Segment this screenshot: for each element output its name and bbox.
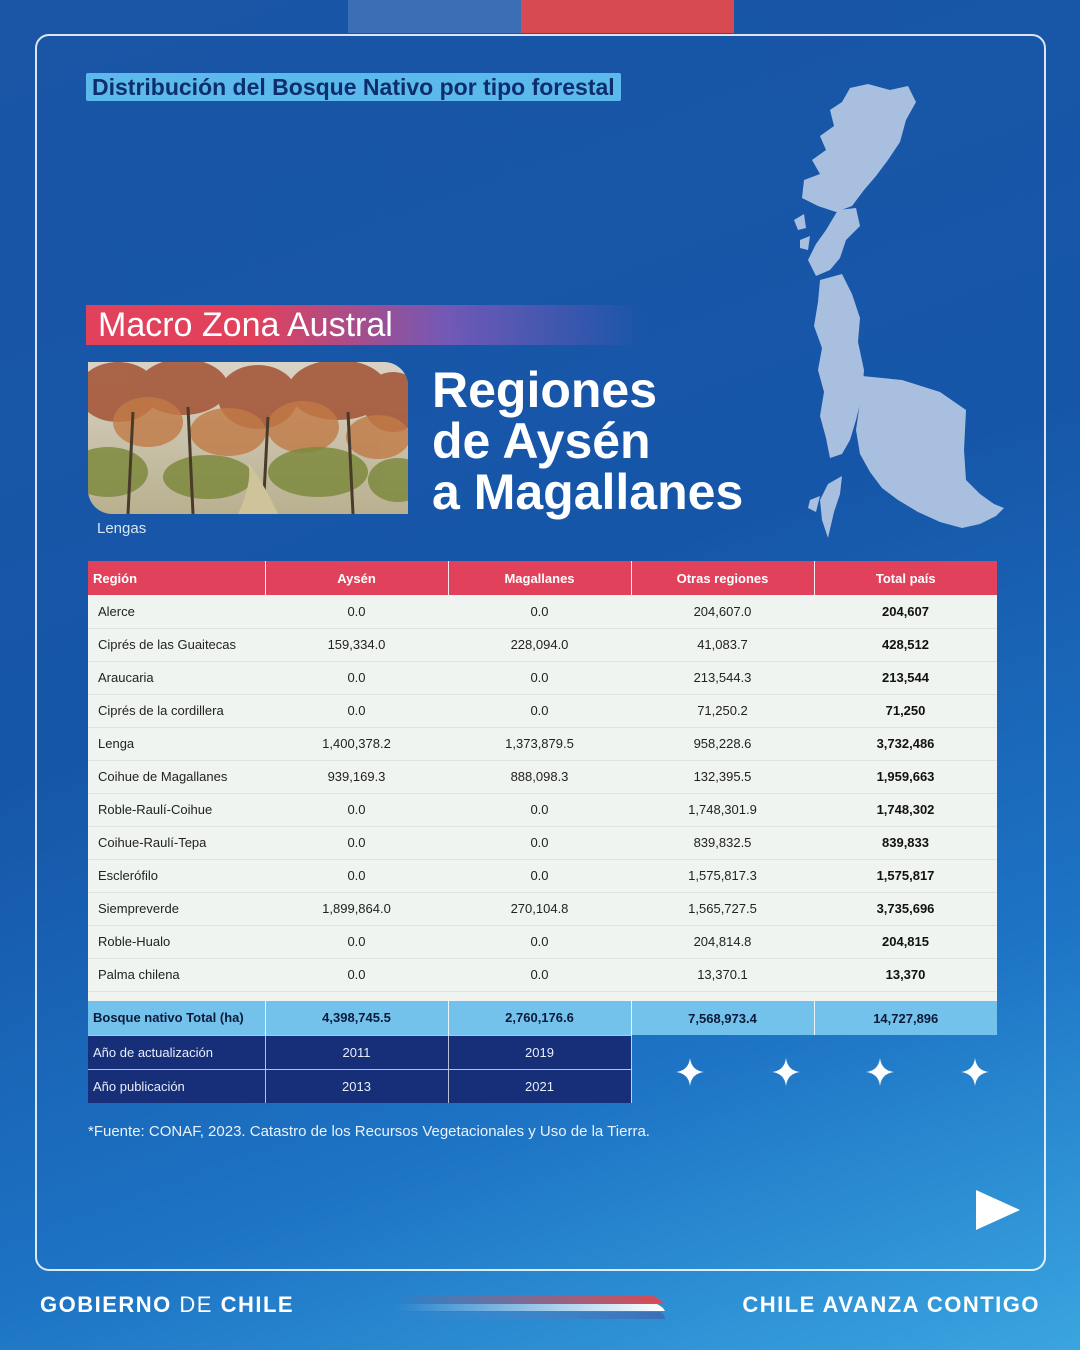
year-label: Año de actualización (88, 1035, 265, 1069)
value-cell: 0.0 (448, 793, 631, 826)
table-row (88, 958, 997, 991)
value-cell: 0.0 (265, 661, 448, 694)
sparkle-star-icon (866, 1058, 894, 1086)
value-cell: 1,575,817.3 (631, 859, 814, 892)
table-total-row (88, 1001, 997, 1035)
table-row (88, 760, 997, 793)
header-cell: Total país (814, 561, 997, 595)
table-row (88, 925, 997, 958)
value-cell: 1,373,879.5 (448, 727, 631, 760)
value-cell: 0.0 (265, 925, 448, 958)
value-cell: 0.0 (265, 859, 448, 892)
value-cell: 0.0 (265, 793, 448, 826)
value-cell: 0.0 (265, 595, 448, 628)
value-cell: 939,169.3 (265, 760, 448, 793)
footer-gov-word: DE (179, 1292, 213, 1317)
table-row (88, 694, 997, 727)
forest-type-cell: Alerce (88, 595, 265, 628)
value-cell: 1,748,301.9 (631, 793, 814, 826)
table-row (88, 826, 997, 859)
value-cell: 204,814.8 (631, 925, 814, 958)
total-country-cell: 71,250 (814, 694, 997, 727)
table-row (88, 628, 997, 661)
value-cell: 228,094.0 (448, 628, 631, 661)
value-cell: 0.0 (265, 826, 448, 859)
top-bar-blue (348, 0, 521, 33)
decorative-stars (676, 1058, 986, 1088)
sparkle-star-icon (772, 1058, 800, 1086)
macro-zone-banner: Macro Zona Austral (86, 305, 646, 345)
forest-type-cell: Coihue-Raulí-Tepa (88, 826, 265, 859)
page-title (432, 362, 792, 520)
forest-photo (88, 362, 408, 514)
slogan: CHILE AVANZA CONTIGO (742, 1292, 1040, 1317)
year-cell: 2021 (448, 1069, 631, 1103)
photo-caption: Lengas (97, 520, 147, 537)
table-row (88, 595, 997, 628)
total-country-cell: 1,575,817 (814, 859, 997, 892)
page-heading: Distribución del Bosque Nativo por tipo forestal (86, 73, 621, 101)
chile-south-map-icon (790, 80, 1020, 550)
table-spacer (88, 991, 997, 1001)
total-cell: 4,398,745.5 (265, 1001, 448, 1035)
table-row (88, 661, 997, 694)
sparkle-star-icon (676, 1058, 704, 1086)
spacer-cell (814, 991, 997, 1001)
total-country-cell: 13,370 (814, 958, 997, 991)
value-cell: 159,334.0 (265, 628, 448, 661)
total-country-cell: 3,735,696 (814, 892, 997, 925)
table-row (88, 727, 997, 760)
year-cell: 2011 (265, 1035, 448, 1069)
total-cell: 14,727,896 (814, 1001, 997, 1035)
total-country-cell: 204,607 (814, 595, 997, 628)
year-cell: 2019 (448, 1035, 631, 1069)
forest-type-cell: Coihue de Magallanes (88, 760, 265, 793)
spacer-cell (448, 991, 631, 1001)
forest-type-cell: Ciprés de la cordillera (88, 694, 265, 727)
value-cell: 0.0 (448, 595, 631, 628)
forest-type-cell: Ciprés de las Guaitecas (88, 628, 265, 661)
forest-type-cell: Araucaria (88, 661, 265, 694)
value-cell: 270,104.8 (448, 892, 631, 925)
forest-type-cell: Lenga (88, 727, 265, 760)
total-country-cell: 839,833 (814, 826, 997, 859)
value-cell: 0.0 (448, 661, 631, 694)
value-cell: 0.0 (448, 694, 631, 727)
government-logo-text (40, 1292, 294, 1318)
footer-stripes-logo (395, 1287, 667, 1321)
total-country-cell: 1,748,302 (814, 793, 997, 826)
forest-type-cell: Esclerófilo (88, 859, 265, 892)
value-cell: 0.0 (265, 958, 448, 991)
forest-type-cell: Roble-Hualo (88, 925, 265, 958)
value-cell: 0.0 (448, 958, 631, 991)
value-cell: 0.0 (448, 859, 631, 892)
title-line: Regiones (432, 362, 658, 418)
forest-distribution-table (88, 561, 997, 1103)
year-label: Año publicación (88, 1069, 265, 1103)
title-line: de Aysén (432, 413, 651, 469)
value-cell: 0.0 (448, 826, 631, 859)
forest-type-cell: Palma chilena (88, 958, 265, 991)
header-cell: Magallanes (448, 561, 631, 595)
value-cell: 0.0 (265, 694, 448, 727)
value-cell: 888,098.3 (448, 760, 631, 793)
spacer-cell (631, 991, 814, 1001)
value-cell: 1,899,864.0 (265, 892, 448, 925)
next-arrow-icon[interactable] (976, 1190, 1020, 1230)
header-cell: Otras regiones (631, 561, 814, 595)
total-cell: 7,568,973.4 (631, 1001, 814, 1035)
source-note: *Fuente: CONAF, 2023. Catastro de los Recursos Vegetacionales y Uso de la Tierra. (88, 1123, 650, 1140)
total-cell: 2,760,176.6 (448, 1001, 631, 1035)
forest-type-cell: Roble-Raulí-Coihue (88, 793, 265, 826)
value-cell: 41,083.7 (631, 628, 814, 661)
value-cell: 204,607.0 (631, 595, 814, 628)
footer-gov-word: GOBIERNO (40, 1292, 172, 1317)
value-cell: 1,400,378.2 (265, 727, 448, 760)
spacer-cell (88, 991, 265, 1001)
value-cell: 213,544.3 (631, 661, 814, 694)
header-cell: Región (88, 561, 265, 595)
total-country-cell: 204,815 (814, 925, 997, 958)
total-country-cell: 428,512 (814, 628, 997, 661)
value-cell: 839,832.5 (631, 826, 814, 859)
total-country-cell: 1,959,663 (814, 760, 997, 793)
footer-gov-word: CHILE (220, 1292, 295, 1317)
table-header-row (88, 561, 997, 595)
value-cell: 1,565,727.5 (631, 892, 814, 925)
sparkle-star-icon (961, 1058, 989, 1086)
total-cell: Bosque nativo Total (ha) (88, 1001, 265, 1035)
value-cell: 13,370.1 (631, 958, 814, 991)
spacer-cell (265, 991, 448, 1001)
year-cell: 2013 (265, 1069, 448, 1103)
value-cell: 132,395.5 (631, 760, 814, 793)
title-line: a Magallanes (432, 464, 744, 520)
table-row (88, 859, 997, 892)
value-cell: 958,228.6 (631, 727, 814, 760)
value-cell: 0.0 (448, 925, 631, 958)
total-country-cell: 213,544 (814, 661, 997, 694)
forest-type-cell: Siempreverde (88, 892, 265, 925)
top-bar-red (521, 0, 734, 33)
header-cell: Aysén (265, 561, 448, 595)
table-row (88, 892, 997, 925)
table-body (88, 595, 997, 1001)
value-cell: 71,250.2 (631, 694, 814, 727)
total-country-cell: 3,732,486 (814, 727, 997, 760)
table-row (88, 793, 997, 826)
